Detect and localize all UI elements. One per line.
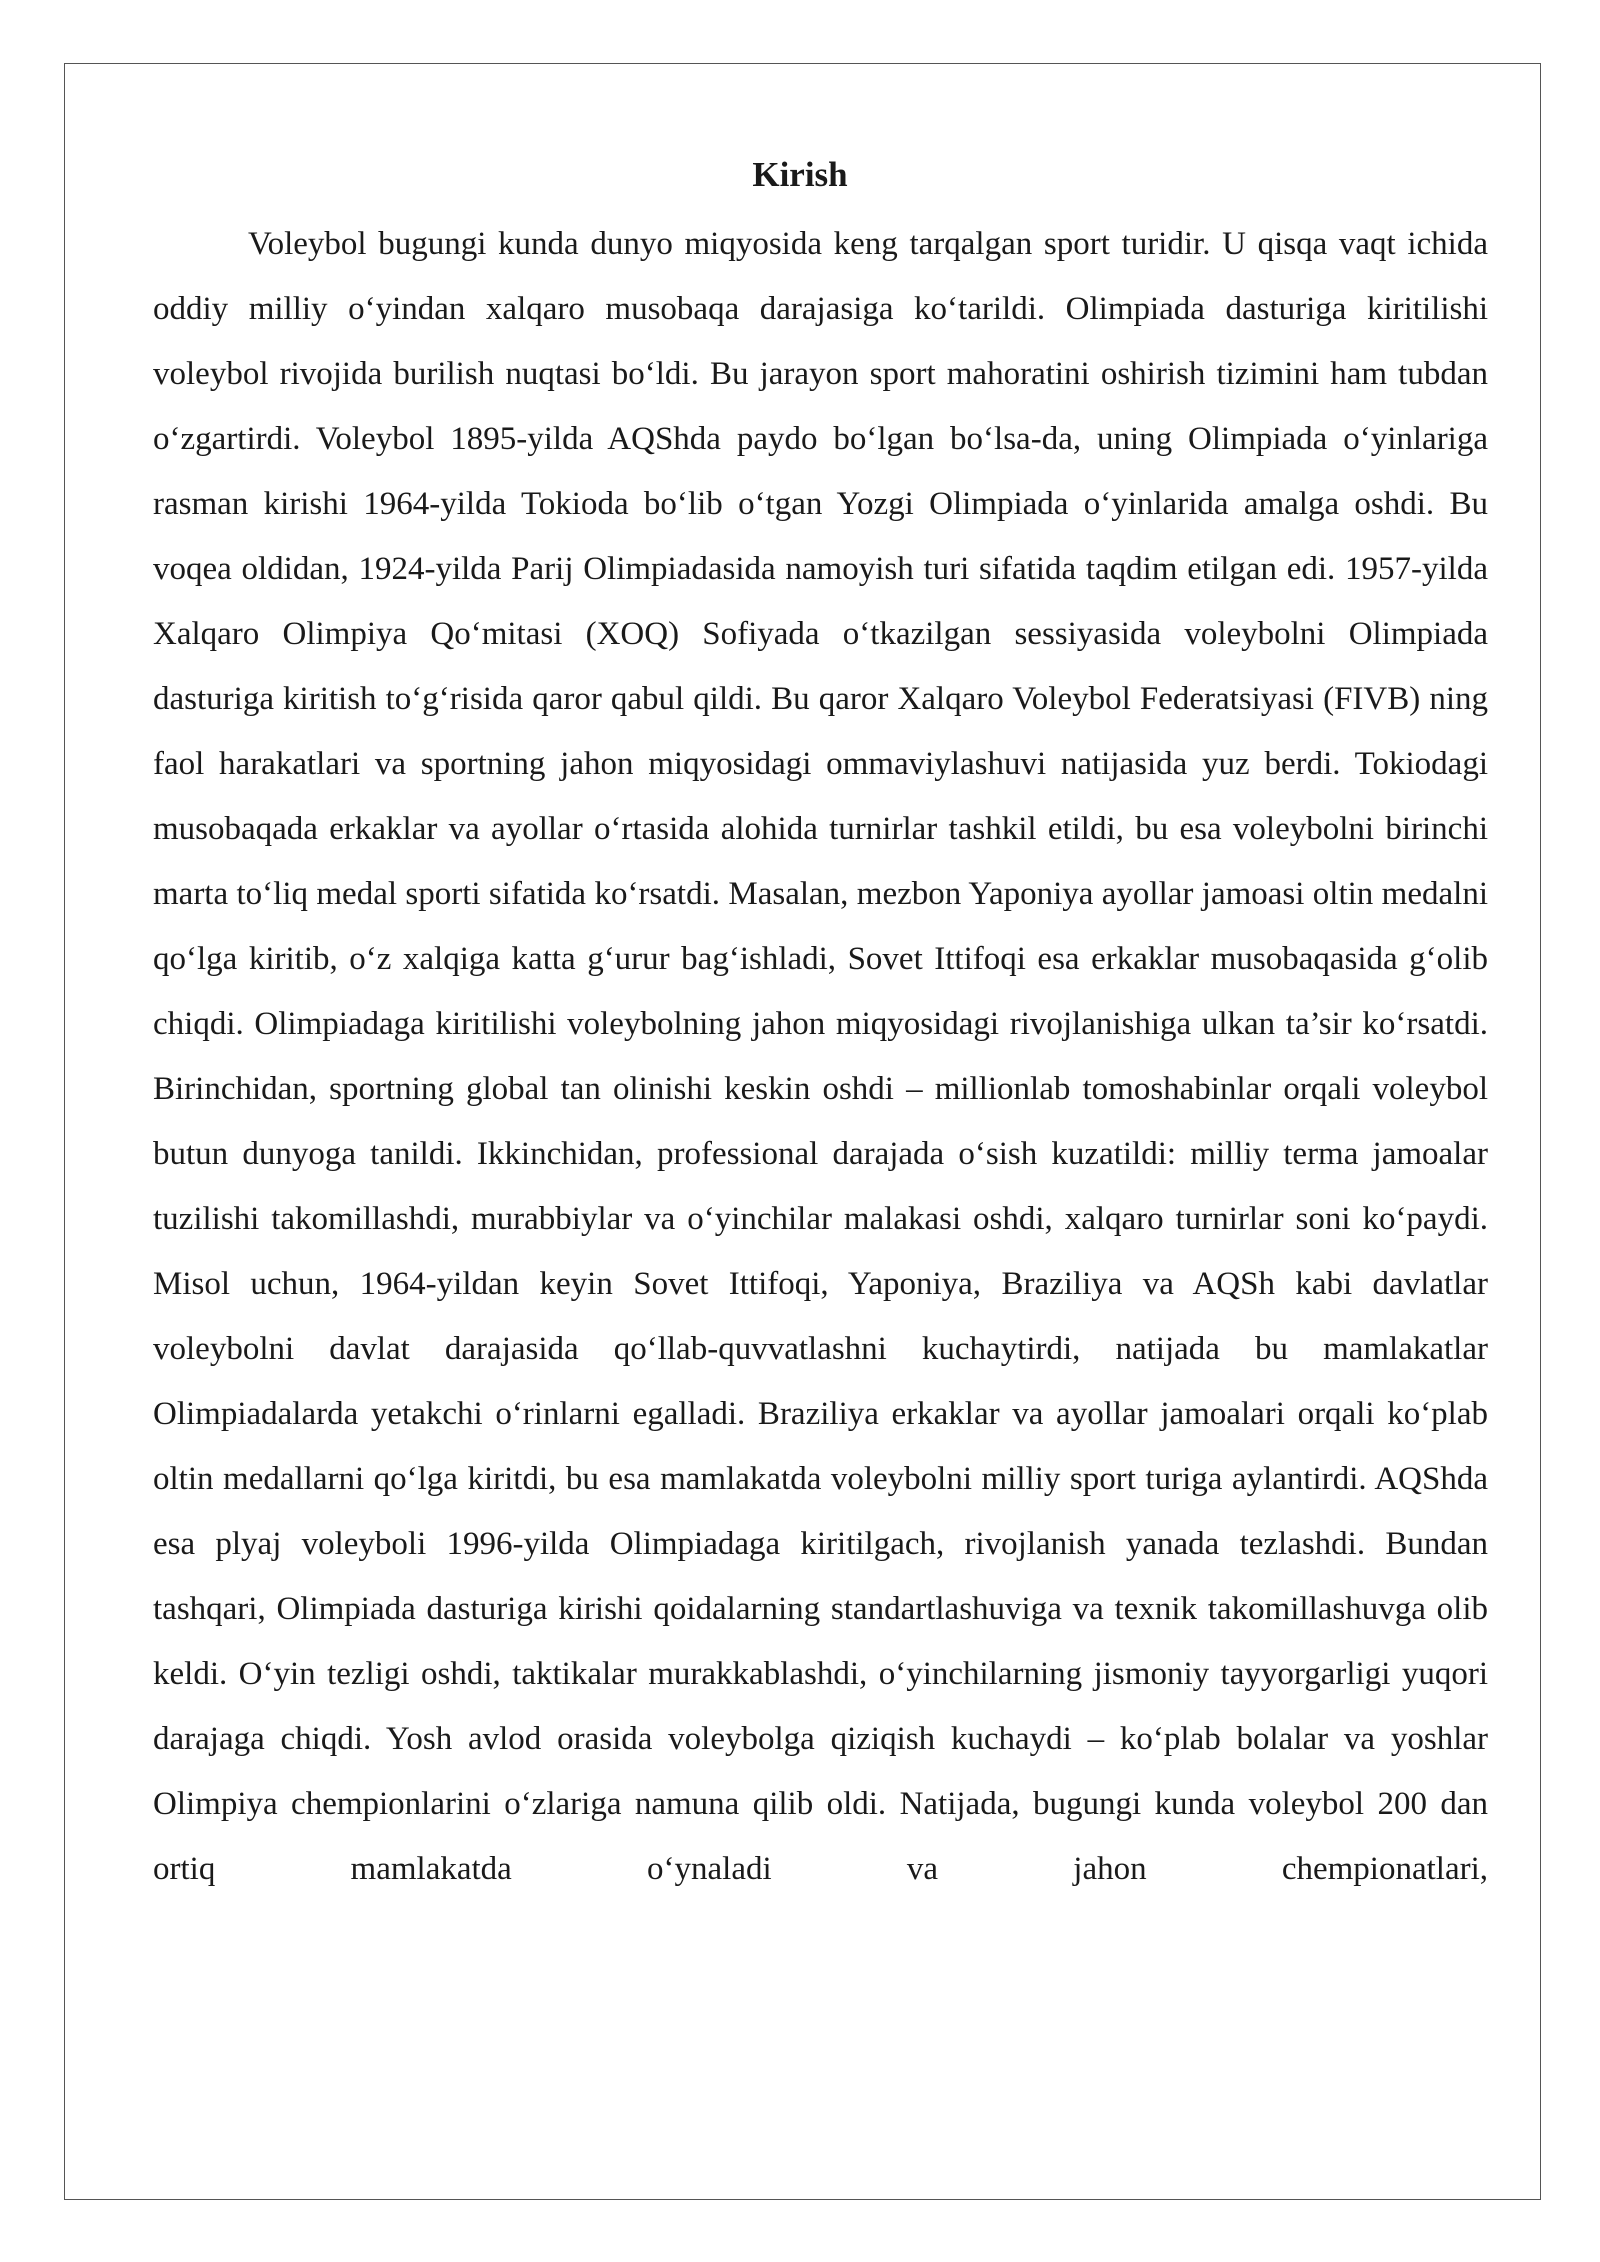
body-paragraph: Voleybol bugungi kunda dunyo miqyosida keng tarqalgan sport turidir. U qisqa vaqt ichida oddiy milliy o‘yindan xalqaro musobaqa darajasiga ko‘tarildi. Olimpiada dasturiga kiritilishi voleybol rivojida burilish nuqtasi bo‘ldi. Bu jarayon sport mahoratini oshirish tizimini ham tubdan o‘zgartirdi. Voleybol 1895-yilda AQShda paydo bo‘lgan bo‘lsa-da, uning Olimpiada o‘yinlariga rasman kirishi 1964-yilda Tokioda bo‘lib o‘tgan Yozgi Olimpiada o‘yinlarida amalga oshdi. Bu voqea oldidan, 1924-yilda Parij Olimpiadasida namoyish turi sifatida taqdim etilgan edi. 1957-yilda Xalqaro Olimpiya Qo‘mitasi (XOQ) Sofiyada o‘tkazilgan sessiyasida voleybolni Olimpiada dasturiga kiritish to‘g‘risida qaror qabul qildi. Bu qaror Xalqaro Voleybol Federatsiyasi (FIVB) ning faol harakatlari va sportning jahon miqyosidagi ommaviylashuvi natijasida yuz berdi. Tokiodagi musobaqada erkaklar va ayollar o‘rtasida alohida turnirlar tashkil etildi, bu esa voleybolni birinchi marta to‘liq medal sporti sifatida ko‘rsatdi. Masalan, mezbon Yaponiya ayollar jamoasi oltin medalni qo‘lga kiritib, o‘z xalqiga katta g‘urur bag‘ishladi, Sovet Ittifoqi esa erkaklar musobaqasida g‘olib chiqdi. Olimpiadaga kiritilishi voleybolning jahon miqyosidagi rivojlanishiga ulkan ta’sir ko‘rsatdi. Birinchidan, sportning global tan olinishi keskin oshdi – millionlab tomoshabinlar orqali voleybol butun dunyoga tanildi. Ikkinchidan, professional darajada o‘sish kuzatildi: milliy terma jamoalar tuzilishi takomillashdi, murabbiylar va o‘yinchilar malakasi oshdi, xalqaro turnirlar soni ko‘paydi. Misol uchun, 1964-yildan keyin Sovet Ittifoqi, Yaponiya, Braziliya va AQSh kabi davlatlar voleybolni davlat darajasida qo‘llab-quvvatlashni kuchaytirdi, natijada bu mamlakatlar Olimpiadalarda yetakchi o‘rinlarni egalladi. Braziliya erkaklar va ayollar jamoalari orqali ko‘plab oltin medallarni qo‘lga kiritdi, bu esa mamlakatda voleybolni milliy sport turiga aylantirdi. AQShda esa plyaj voleyboli 1996-yilda Olimpiadaga kiritilgach, rivojlanish yanada tezlashdi. Bundan tashqari, Olimpiada dasturiga kirishi qoidalarning standartlashuviga va texnik takomillashuvga olib keldi. O‘yin tezligi oshdi, taktikalar murakkablashdi, o‘yinchilarning jismoniy tayyorgarligi yuqori darajaga chiqdi. Yosh avlod orasida voleybolga qiziqish kuchaydi – ko‘plab bolalar va yoshlar Olimpiya chempionlarini o‘zlariga namuna qilib oldi. Natijada, bugungi kunda voleybol 200 dan ortiq mamlakatda o‘ynaladi va jahon chempionatlari, xyxy=(153,226,1488,1887)
page-title: Kirish xyxy=(752,155,848,194)
